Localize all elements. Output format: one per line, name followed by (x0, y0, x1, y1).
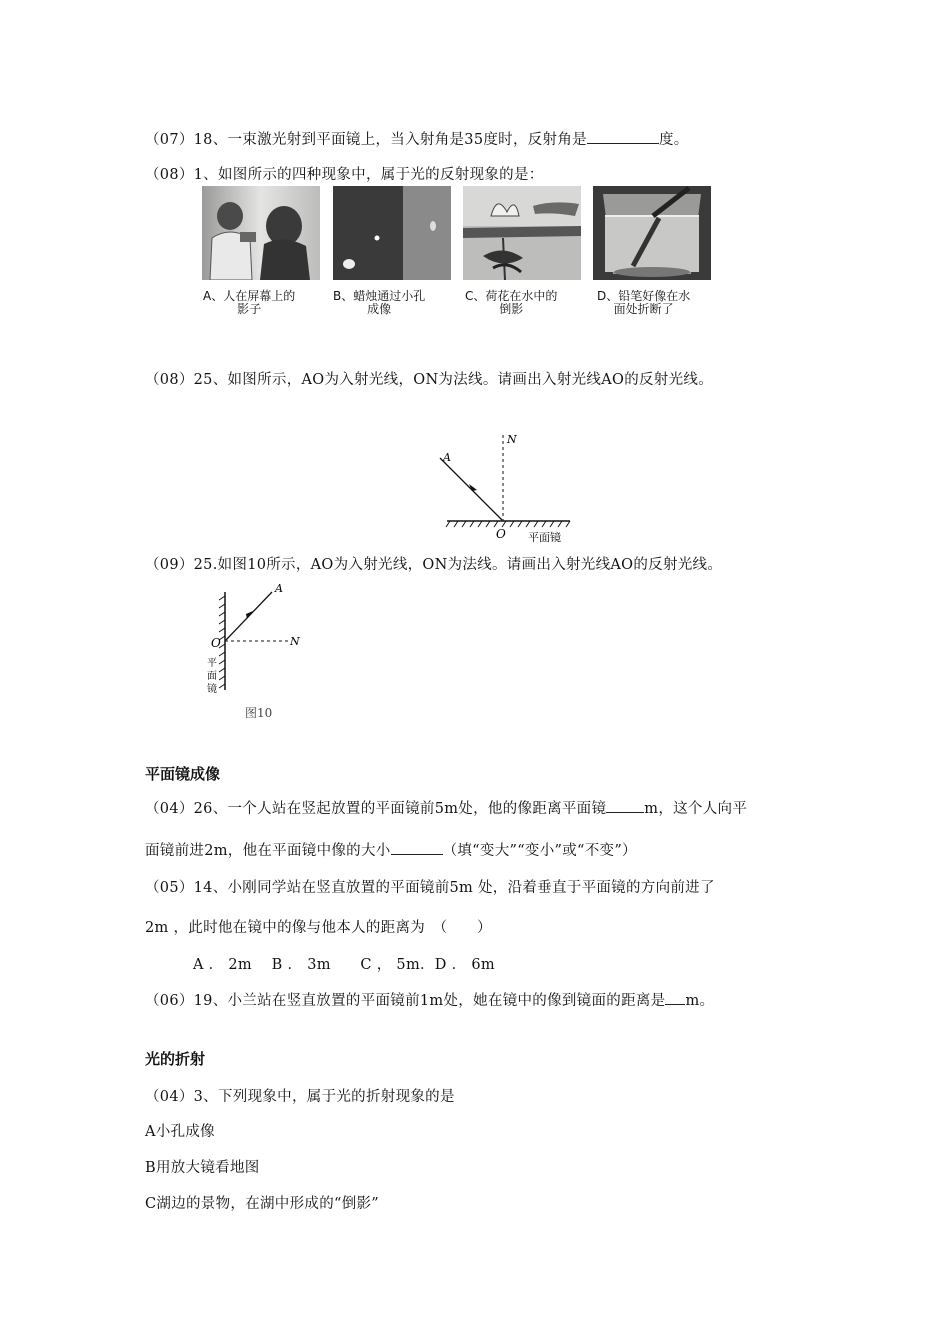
answer-blank (665, 990, 685, 1005)
label-a: A (443, 451, 451, 464)
question-04-26-line1: （04）26、一个人站在竖起放置的平面镜前5m处，他的像距离平面镜 m，这个人向平 (145, 797, 747, 818)
answer-blank (391, 840, 443, 855)
mirror-hatching (446, 521, 570, 527)
label-a: A (275, 582, 283, 595)
answer-blank (587, 129, 659, 144)
option-a: A小孔成像 (145, 1124, 215, 1140)
option-b-caption: B、蜡烛通过小孔 成像 (333, 289, 426, 316)
label-o: O (211, 636, 221, 650)
mirror-label-3: 镜 (207, 684, 217, 695)
option-a-caption: A、人在屏幕上的 影子 (203, 289, 296, 316)
section-heading-refraction: 光的折射 (145, 1050, 206, 1068)
ray-arrow (246, 611, 253, 619)
question-09-25: （09）25.如图10所示，AO为入射光线，ON为法线。请画出入射光线AO的反射光线。 (145, 557, 723, 573)
option-d-caption: D、铅笔好像在水 面处折断了 (597, 289, 691, 316)
figure-caption: 图10 (245, 706, 273, 720)
photo-lotus-reflection (463, 186, 581, 280)
diagram-horizontal-mirror (430, 428, 580, 546)
question-text-end: 度。 (658, 132, 689, 148)
section-heading-plane-mirror: 平面镜成像 (145, 765, 221, 783)
incident-ray (440, 458, 502, 520)
label-n: N (290, 635, 300, 648)
mirror-label-1: 平 (207, 658, 217, 669)
question-05-14-options: A ． 2m B ． 3m C ， 5m．D ． 6m (193, 957, 495, 973)
label-o: O (496, 527, 506, 541)
option-b: B用放大镜看地图 (145, 1160, 260, 1176)
diagram-vertical-mirror (200, 580, 310, 725)
option-c-caption: C、荷花在水中的 倒影 (465, 289, 558, 316)
question-04-3: （04）3、下列现象中，属于光的折射现象的是 (145, 1089, 455, 1105)
answer-blank (606, 798, 644, 813)
photo-pinhole-image (333, 186, 451, 280)
question-05-14-line1: （05）14、小刚同学站在竖直放置的平面镜前5m 处，沿着垂直于平面镜的方向前进了 (145, 880, 715, 896)
mirror-label: 平面镜 (528, 531, 561, 544)
mirror-label-2: 面 (207, 671, 217, 682)
question-04-26-line2: 面镜前进2m，他在平面镜中像的大小 （填“变大”“变小”或“不变”） (145, 839, 637, 860)
question-text: （07）18、一束激光射到平面镜上，当入射角是35度时，反射角是 (145, 132, 587, 148)
question-06-19: （06）19、小兰站在竖直放置的平面镜前1m处，她在镜中的像到镜面的距离是 m。 (145, 989, 714, 1010)
label-n: N (507, 433, 517, 446)
question-07-18 (145, 128, 689, 149)
question-08-25: （08）25、如图所示，AO为入射光线，ON为法线。请画出入射光线AO的反射光线。 (145, 372, 713, 388)
photo-pencil-in-water (593, 186, 711, 280)
option-c: C湖边的景物，在湖中形成的“倒影” (145, 1196, 380, 1212)
photo-shadow-on-screen (202, 186, 320, 280)
question-05-14-line2: 2m ，此时他在镜中的像与他本人的距离为 （ ） (145, 920, 492, 936)
question-08-1: （08）1、如图所示的四种现象中，属于光的反射现象的是： (145, 167, 544, 183)
